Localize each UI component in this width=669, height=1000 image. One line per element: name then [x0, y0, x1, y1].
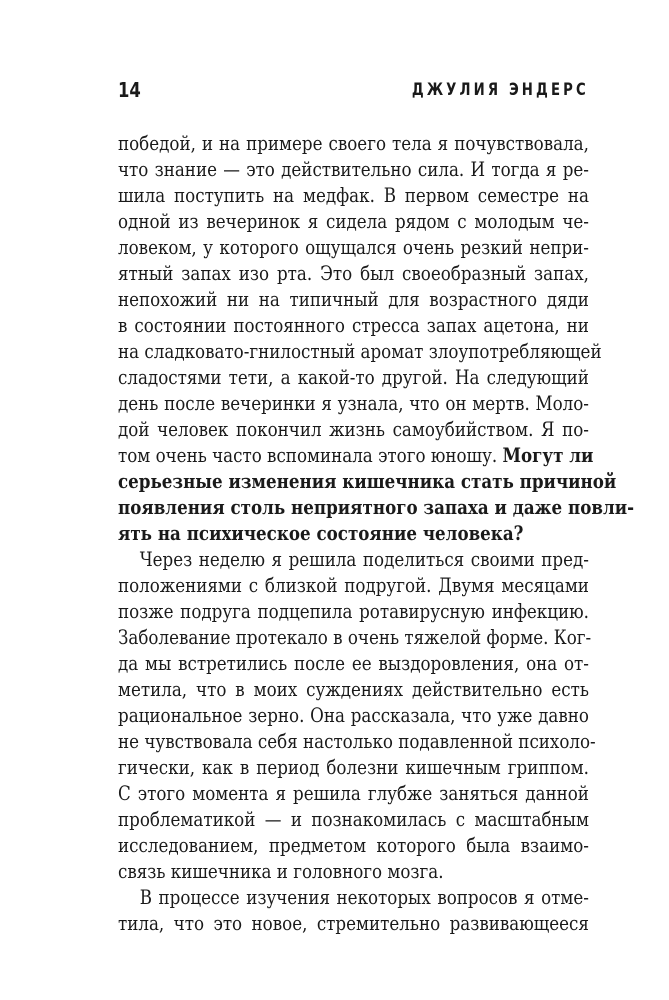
- text-line: [118, 650, 589, 676]
- text-line-content: Заболевание протекало в очень тяжелой форме. Ког-: [118, 625, 592, 649]
- text-line: [118, 702, 589, 728]
- text-line: [118, 338, 602, 364]
- text-line: [118, 156, 589, 182]
- text-line-content: не чувствовала себя настолько подавленной психоло-: [118, 729, 596, 753]
- text-line-content: непохожий ни на типичный для возрастного дяди: [118, 287, 589, 311]
- text-line-content: рациональное зерно. Она рассказала, что уже давно: [118, 703, 589, 727]
- text-line: [118, 572, 589, 598]
- text-line: [118, 312, 589, 338]
- text-line: [118, 780, 589, 806]
- text-line: [118, 442, 594, 468]
- text-line: [118, 468, 617, 494]
- text-line-content: день после вечеринки я узнала, что он мертв. Моло-: [118, 391, 589, 415]
- bold-phrase: Могут ли: [502, 443, 594, 467]
- page-number: 14: [118, 78, 141, 102]
- text-line-content: победой, и на примере своего тела я почувствовала,: [118, 131, 589, 155]
- text-line-content: дой человек покончил жизнь самоубийством. Я по-: [118, 417, 589, 441]
- text-line: [118, 598, 589, 624]
- text-line: [118, 884, 589, 910]
- text-line-content: С этого момента я решила глубже заняться данной: [118, 781, 589, 805]
- text-line: [118, 416, 589, 442]
- text-line: [118, 364, 589, 390]
- text-line-content: ятный запах изо рта. Это был своеобразный запах,: [118, 261, 589, 285]
- text-line-content: в состоянии постоянного стресса запах ацетона, ни: [118, 313, 589, 337]
- text-line: [118, 520, 589, 546]
- text-line-content: положениями с близкой подругой. Двумя месяцами: [118, 573, 589, 597]
- text-line: [118, 286, 589, 312]
- text-line-content: серьезные изменения кишечника стать причиной: [118, 469, 617, 493]
- text-line-content: ловеком, у которого ощущался очень резкий непри-: [118, 235, 589, 259]
- text-line-content: ять на психическое состояние человека?: [118, 521, 524, 545]
- text-line-content: метила, что в моих суждениях действительно есть: [118, 677, 589, 701]
- text-line-content: исследованием, предметом которого была взаимо-: [118, 833, 589, 857]
- text-line-content: что знание — это действительно сила. И тогда я ре-: [118, 157, 589, 181]
- text-line-content: позже подруга подцепила ротавирусную инфекцию.: [118, 599, 589, 623]
- text-line: [118, 390, 589, 416]
- text-line-content: шила поступить на медфак. В первом семестре на: [118, 183, 589, 207]
- text-line: [118, 728, 596, 754]
- text-line: [118, 754, 589, 780]
- text-line: [118, 182, 589, 208]
- text-line-content: проблематикой — и познакомилась с масштабным: [118, 807, 589, 831]
- text-line: [118, 624, 592, 650]
- text-line: [118, 234, 589, 260]
- text-line-content: гически, как в период болезни кишечным гриппом.: [118, 755, 589, 779]
- body-text: [118, 130, 635, 936]
- text-line-content: В процессе изучения некоторых вопросов я отме-: [139, 885, 589, 909]
- text-line: [118, 260, 589, 286]
- text-line: [118, 910, 589, 936]
- text-line: [118, 858, 589, 884]
- text-line-content: Через неделю я решила поделиться своими пред-: [139, 547, 589, 571]
- running-head: ДЖУЛИЯ ЭНДЕРС: [412, 80, 589, 100]
- text-line-content: сладостями тети, а какой-то другой. На следующий: [118, 365, 589, 389]
- text-line-content: одной из вечеринок я сидела рядом с молодым че-: [118, 209, 589, 233]
- text-line: [118, 494, 635, 520]
- text-line-content: связь кишечника и головного мозга.: [118, 859, 444, 883]
- text-line: [118, 546, 589, 572]
- text-line-content: тила, что это новое, стремительно развивающееся: [118, 911, 589, 935]
- text-line-content: на сладковато-гнилостный аромат злоупотребляющей: [118, 339, 602, 363]
- text-line: [118, 676, 589, 702]
- text-line-content: появления столь неприятного запаха и даже повли-: [118, 495, 635, 519]
- text-line-content: да мы встретились после ее выздоровления, она от-: [118, 651, 589, 675]
- text-line: [118, 130, 589, 156]
- text-line: [118, 208, 589, 234]
- text-line: [118, 832, 589, 858]
- text-line: [118, 806, 589, 832]
- page-header: [118, 78, 589, 104]
- text-line-content: том очень часто вспоминала этого юношу.: [118, 443, 498, 467]
